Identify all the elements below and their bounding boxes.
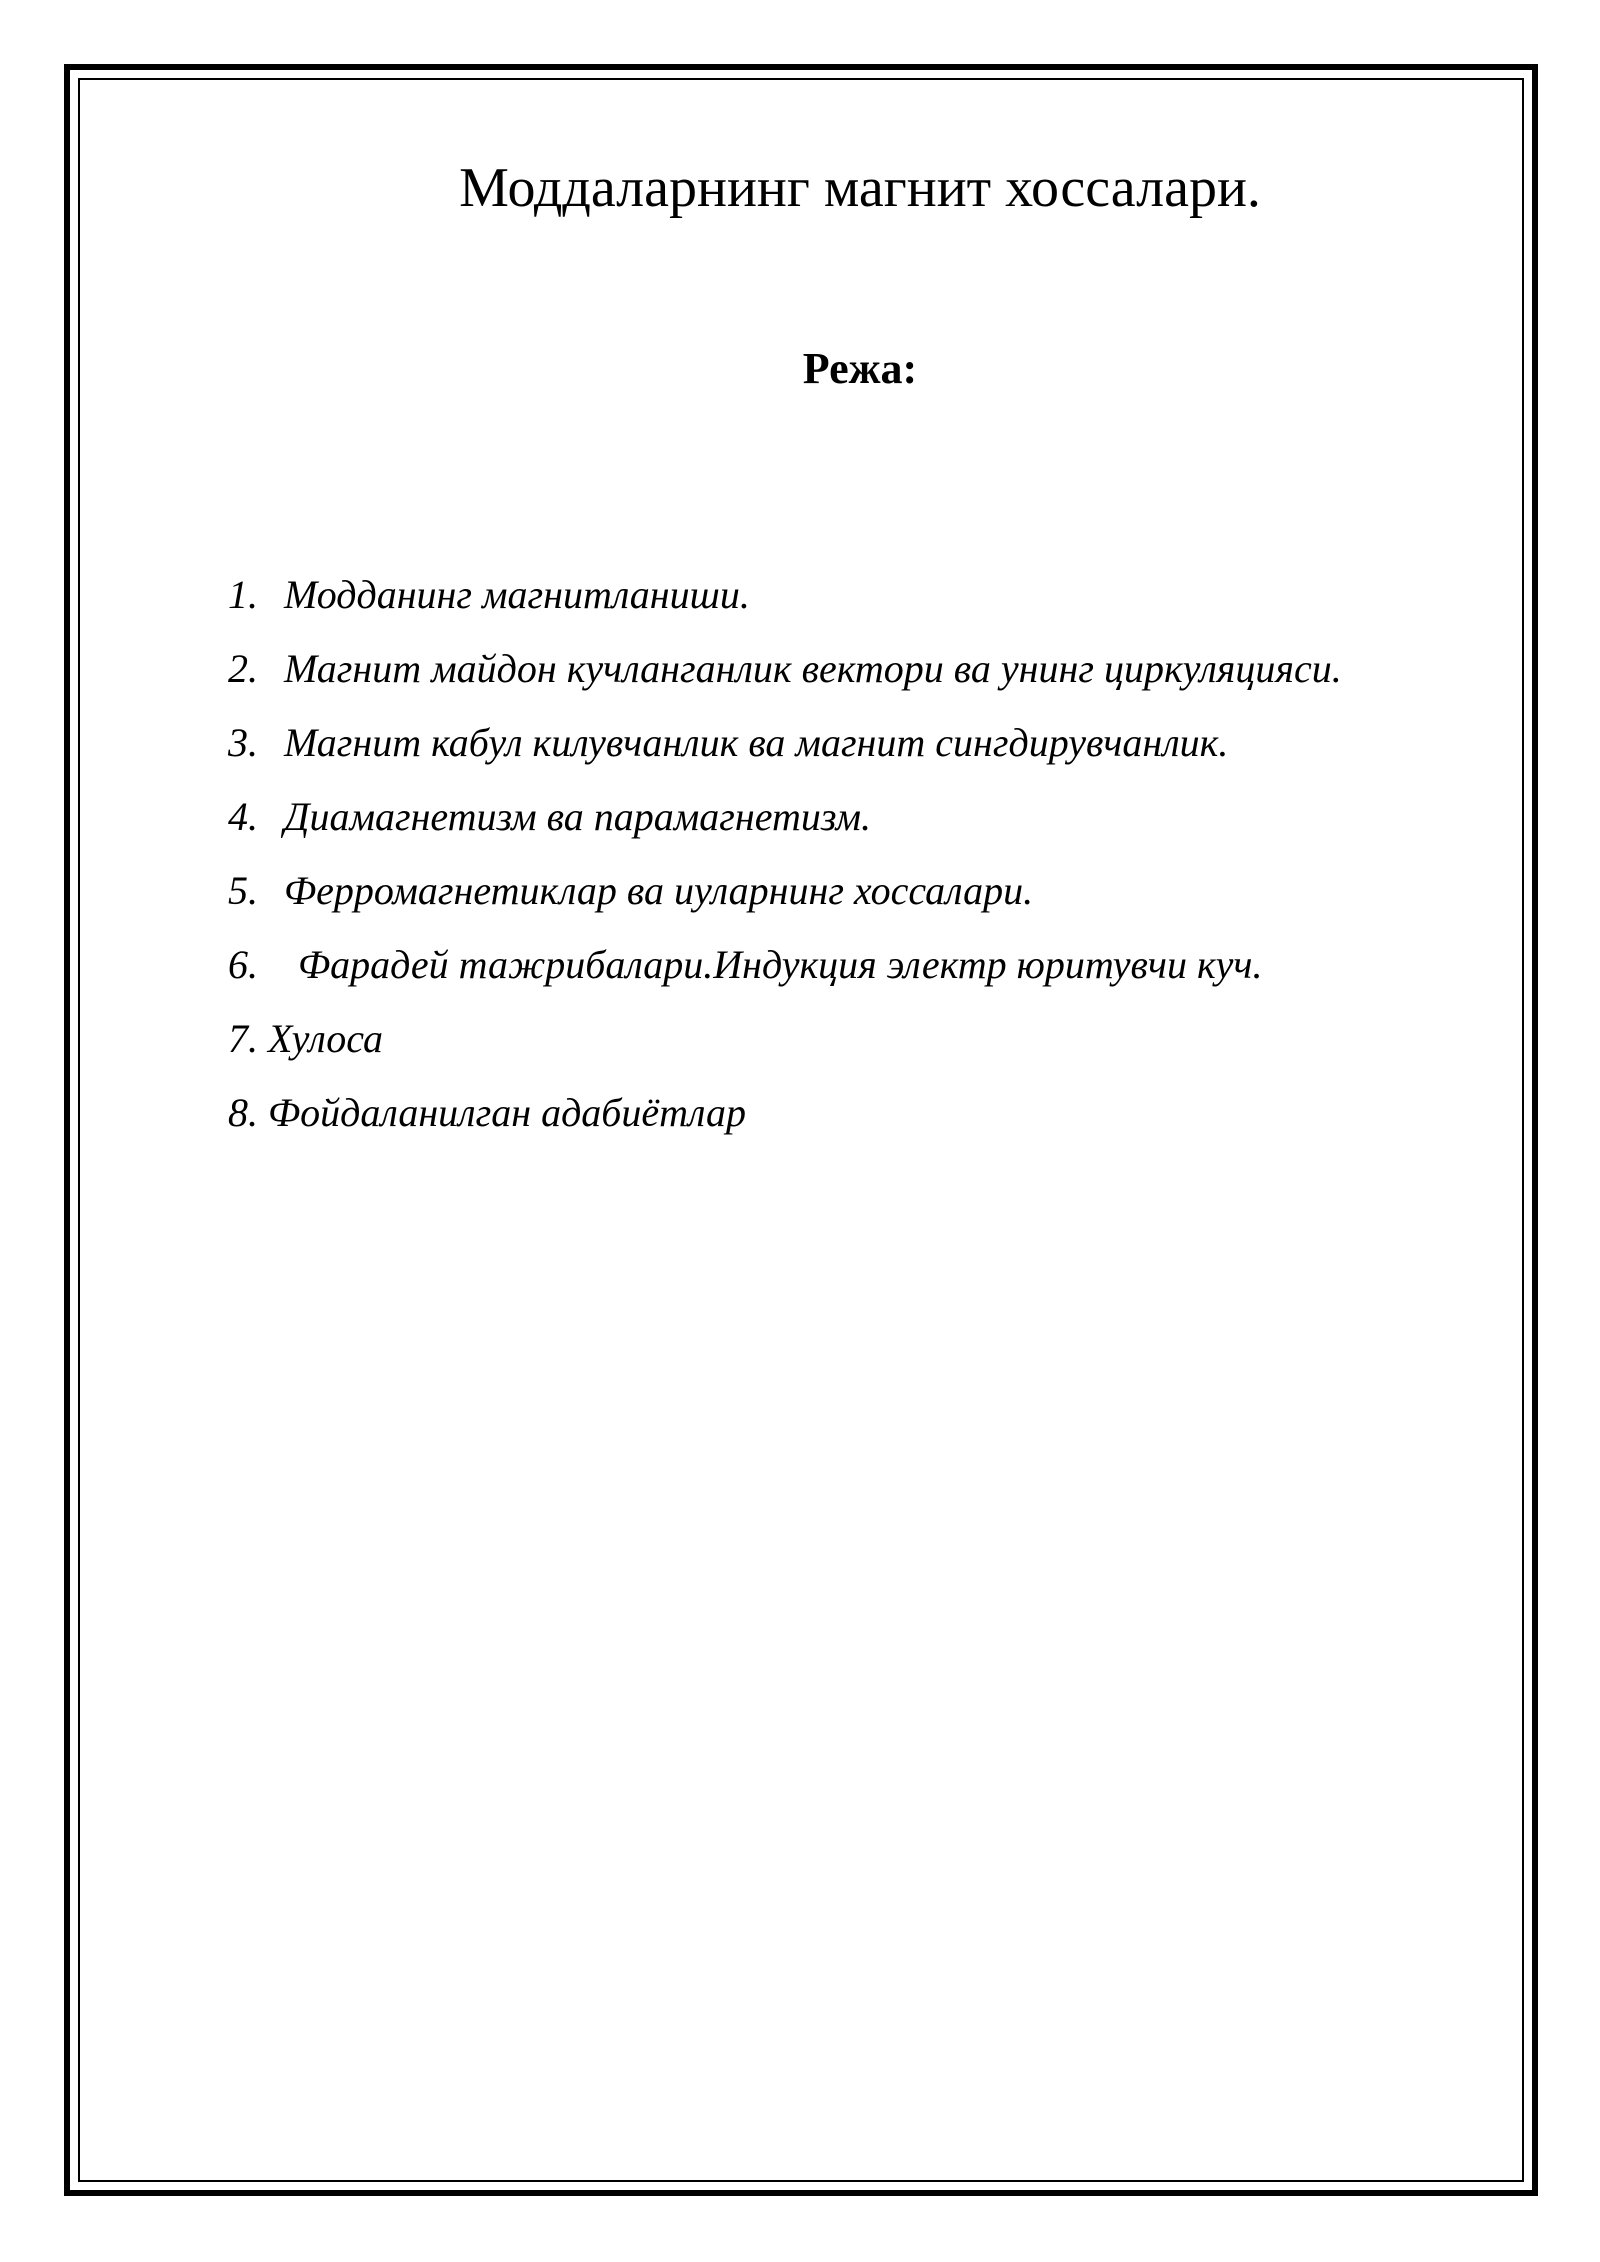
plan-item-text: Модданинг магнитланиши. bbox=[284, 572, 750, 617]
plan-item-2 bbox=[228, 639, 1342, 713]
plan-item-8 bbox=[228, 1083, 1342, 1157]
plan-item-number: 2. bbox=[228, 646, 258, 691]
plan-heading: Режа: bbox=[802, 344, 918, 393]
plan-item-text: Хулоса bbox=[268, 1016, 383, 1061]
plan-item-text: Магнит майдон кучланганлик вектори ва унинг циркуляцияси. bbox=[284, 646, 1342, 691]
plan-item-text: Фарадей тажрибалари.Индукция электр юритувчи куч. bbox=[298, 942, 1263, 987]
plan-item-number: 3. bbox=[228, 720, 258, 765]
plan-item-3 bbox=[228, 713, 1342, 787]
plan-item-7 bbox=[228, 1009, 1342, 1083]
plan-item-text: Магнит кабул килувчанлик ва магнит сингдирувчанлик. bbox=[284, 720, 1229, 765]
document-title: Моддаларнинг магнит хоссалари. bbox=[459, 157, 1261, 219]
plan-item-4 bbox=[228, 787, 1342, 861]
plan-item-text: Диамагнетизм ва парамагнетизм. bbox=[284, 794, 871, 839]
plan-item-text: Ферромагнетиклар ва иуларнинг хоссалари. bbox=[284, 868, 1034, 913]
plan-item-6 bbox=[228, 935, 1342, 1009]
plan-item-number: 7. bbox=[228, 1016, 258, 1061]
plan-item-text: Фойдаланилган адабиётлар bbox=[268, 1090, 746, 1135]
plan-item-number: 5. bbox=[228, 868, 258, 913]
plan-item-number: 8. bbox=[228, 1090, 258, 1135]
plan-item-number: 6. bbox=[228, 942, 258, 987]
plan-list bbox=[228, 565, 1342, 1157]
plan-item-5 bbox=[228, 861, 1342, 935]
plan-item-number: 4. bbox=[228, 794, 258, 839]
plan-item-number: 1. bbox=[228, 572, 258, 617]
plan-item-1 bbox=[228, 565, 1342, 639]
